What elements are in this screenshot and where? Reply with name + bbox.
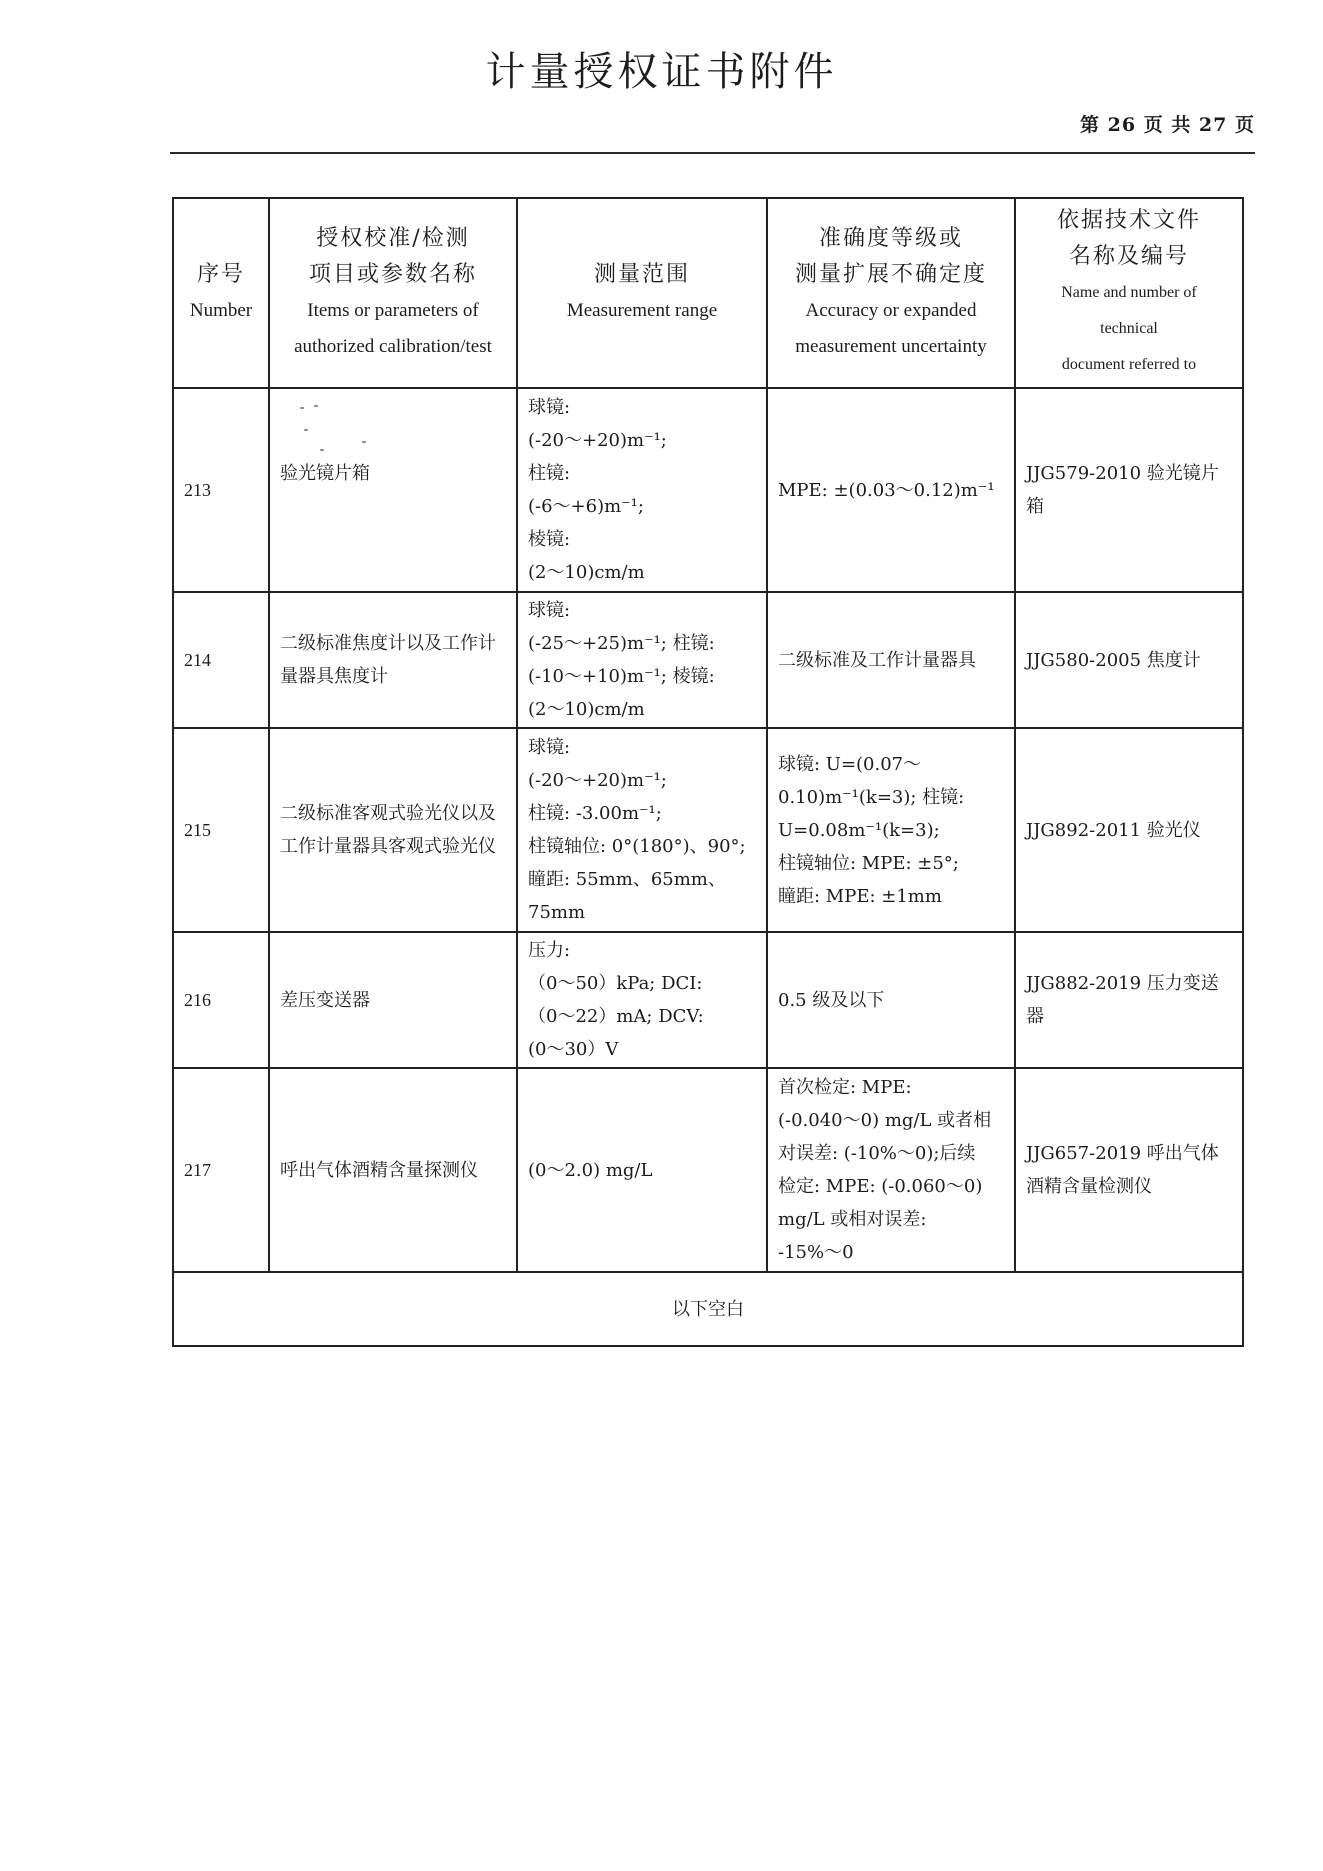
page-indicator: 第 26 页 共 27 页	[1080, 114, 1255, 136]
table-row	[173, 592, 1243, 728]
table-footer-row	[173, 1272, 1243, 1346]
header-items: 授权校准/检测 项目或参数名称 Items or parameters of authorized calibration/test	[269, 198, 517, 388]
row-number: 213	[173, 388, 269, 592]
header-document: 依据技术文件 名称及编号 Name and number of technical document referred to	[1015, 198, 1243, 388]
row-accuracy: 球镜: U=(0.07～ 0.10)m⁻¹(k=3); 柱镜: U=0.08m⁻¹(k=3); 柱镜轴位: MPE: ±5°; 瞳距: MPE: ±1mm	[767, 728, 1015, 932]
row-item: 差压变送器	[269, 932, 517, 1068]
row-number: 214	[173, 592, 269, 728]
row-item: 二级标准焦度计以及工作计量器具焦度计	[269, 592, 517, 728]
row-accuracy: MPE: ±(0.03～0.12)m⁻¹	[767, 388, 1015, 592]
row-number: 216	[173, 932, 269, 1068]
document-title: 计量授权证书附件	[485, 49, 838, 95]
header-divider	[170, 152, 1255, 154]
table-row	[173, 1068, 1243, 1272]
row-document: JJG657-2019 呼出气体酒精含量检测仪	[1015, 1068, 1243, 1272]
row-document: JJG882-2019 压力变送器	[1015, 932, 1243, 1068]
header-number: 序号 Number	[173, 198, 269, 388]
row-number: 217	[173, 1068, 269, 1272]
table-row	[173, 932, 1243, 1068]
authorization-table	[172, 197, 1244, 1347]
row-document: JJG892-2011 验光仪	[1015, 728, 1243, 932]
table-row	[173, 728, 1243, 932]
row-document: JJG579-2010 验光镜片箱	[1015, 388, 1243, 592]
row-accuracy: 首次检定: MPE: (-0.040～0) mg/L 或者相 对误差: (-10%～0);后续 检定: MPE: (-0.060～0) mg/L 或相对误差: -15%～0	[767, 1068, 1015, 1272]
row-item: 验光镜片箱	[269, 388, 517, 592]
row-number: 215	[173, 728, 269, 932]
row-range: 压力: （0～50）kPa; DCI: （0～22）mA; DCV: (0～30）V	[517, 932, 767, 1068]
row-range: 球镜: (-20～+20)m⁻¹; 柱镜: -3.00m⁻¹; 柱镜轴位: 0°(180°)、90°; 瞳距: 55mm、65mm、 75mm	[517, 728, 767, 932]
header-accuracy: 准确度等级或 测量扩展不确定度 Accuracy or expanded measurement uncertainty	[767, 198, 1015, 388]
blank-below-note: 以下空白	[173, 1272, 1243, 1346]
row-item: 呼出气体酒精含量探测仪	[269, 1068, 517, 1272]
scan-marks	[280, 401, 506, 457]
row-range: (0～2.0) mg/L	[517, 1068, 767, 1272]
row-document: JJG580-2005 焦度计	[1015, 592, 1243, 728]
row-accuracy: 0.5 级及以下	[767, 932, 1015, 1068]
row-item: 二级标准客观式验光仪以及工作计量器具客观式验光仪	[269, 728, 517, 932]
row-accuracy: 二级标准及工作计量器具	[767, 592, 1015, 728]
row-range: 球镜: (-20～+20)m⁻¹; 柱镜: (-6～+6)m⁻¹; 棱镜: (2～10)cm/m	[517, 388, 767, 592]
table-row	[173, 388, 1243, 592]
header-range: 测量范围 Measurement range	[517, 198, 767, 388]
row-range: 球镜: (-25～+25)m⁻¹; 柱镜: (-10～+10)m⁻¹; 棱镜: (2～10)cm/m	[517, 592, 767, 728]
table-header-row	[173, 198, 1243, 388]
